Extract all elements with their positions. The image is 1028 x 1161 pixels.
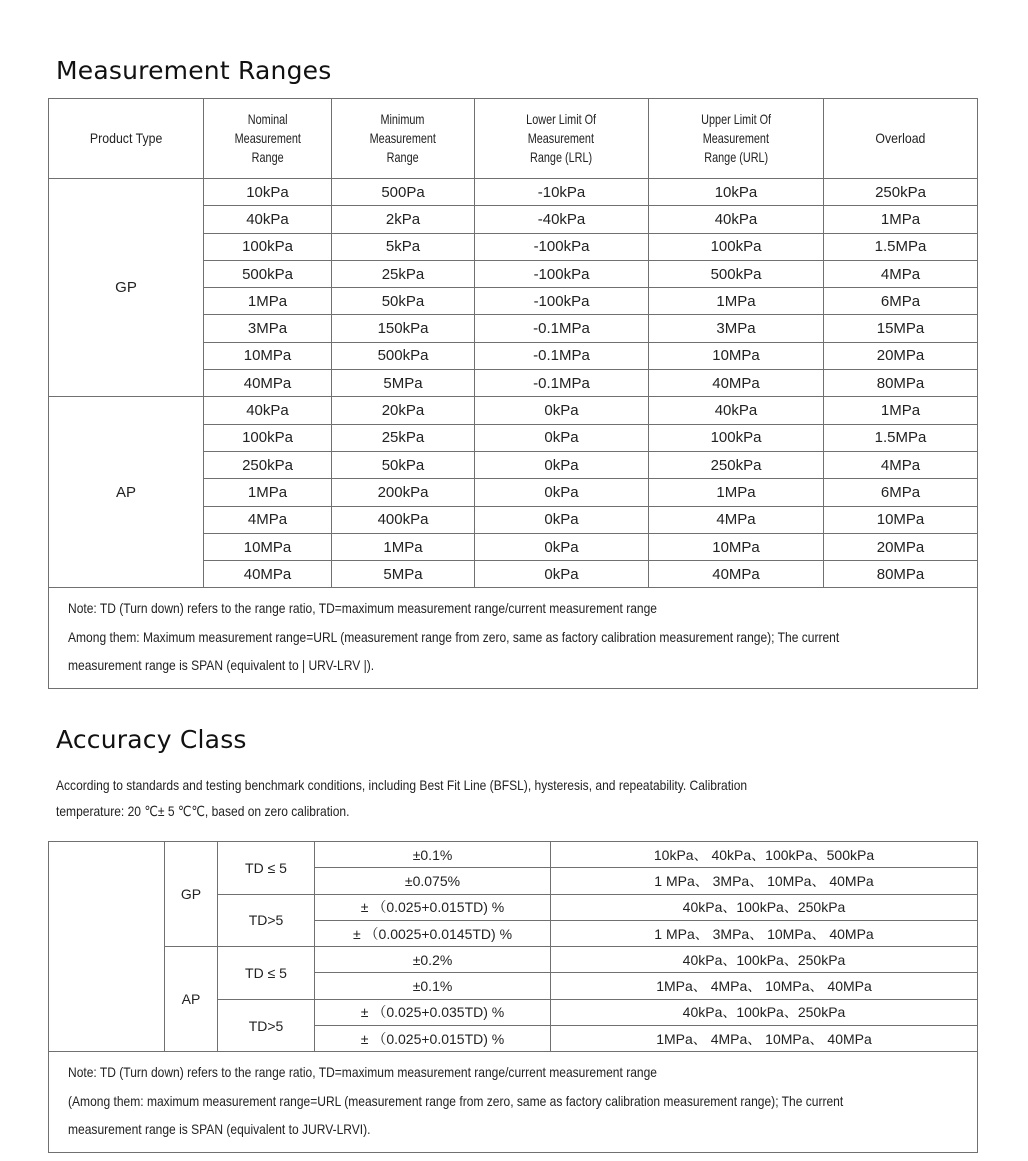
url-cell: 40kPa (649, 206, 824, 233)
url-cell: 1MPa (649, 288, 824, 315)
table-row (49, 179, 978, 206)
overload-cell: 1.5MPa (824, 233, 978, 260)
nominal-range-cell: 4MPa (204, 506, 332, 533)
table-row (49, 947, 978, 973)
header-minimum-range: Minimum Measurement Range (332, 99, 475, 179)
overload-cell: 15MPa (824, 315, 978, 342)
url-cell: 10kPa (649, 179, 824, 206)
url-cell: 10MPa (649, 533, 824, 560)
lrl-cell: 0kPa (475, 506, 649, 533)
nominal-range-cell: 1MPa (204, 479, 332, 506)
product-type-cell: AP (165, 947, 218, 1052)
minimum-range-cell: 2kPa (332, 206, 475, 233)
url-cell: 10MPa (649, 342, 824, 369)
table-row (49, 397, 978, 424)
header-url: Upper Limit Of Measurement Range (URL) (649, 99, 824, 179)
overload-cell: 4MPa (824, 451, 978, 478)
url-cell: 40MPa (649, 370, 824, 397)
overload-cell: 20MPa (824, 533, 978, 560)
accuracy-class-table (48, 841, 978, 1153)
lrl-cell: 0kPa (475, 397, 649, 424)
overload-cell: 4MPa (824, 260, 978, 287)
overload-cell: 1MPa (824, 206, 978, 233)
measurement-ranges-title: Measurement Ranges (56, 56, 332, 85)
minimum-range-cell: 1MPa (332, 533, 475, 560)
url-cell: 40kPa (649, 397, 824, 424)
overload-cell: 80MPa (824, 561, 978, 588)
overload-cell: 250kPa (824, 179, 978, 206)
minimum-range-cell: 500Pa (332, 179, 475, 206)
header-row (49, 99, 978, 179)
intro-line: According to standards and testing benchmark conditions, including Best Fit Line (BFSL), hysteresis, and repeatability. Calibration (56, 777, 748, 793)
accuracy-value-cell: ± （0.025+0.015TD) % (315, 894, 551, 920)
product-type-cell: GP (165, 842, 218, 947)
nominal-range-cell: 40MPa (204, 370, 332, 397)
empty-label-cell (49, 842, 165, 1052)
note-line: Note: TD (Turn down) refers to the range ratio, TD=maximum measurement range/current measurement range (68, 600, 657, 617)
nominal-range-cell: 40kPa (204, 206, 332, 233)
header-product-type: Product Type (49, 99, 204, 179)
applicable-ranges-cell: 1MPa、 4MPa、 10MPa、 40MPa (551, 1026, 978, 1052)
lrl-cell: -40kPa (475, 206, 649, 233)
accuracy-value-cell: ±0.1% (315, 842, 551, 868)
minimum-range-cell: 500kPa (332, 342, 475, 369)
applicable-ranges-cell: 40kPa、100kPa、250kPa (551, 947, 978, 973)
td-condition-cell: TD ≤ 5 (218, 842, 315, 895)
accuracy-intro (56, 772, 860, 824)
accuracy-note (49, 1052, 978, 1153)
minimum-range-cell: 25kPa (332, 260, 475, 287)
nominal-range-cell: 3MPa (204, 315, 332, 342)
url-cell: 3MPa (649, 315, 824, 342)
note-line: measurement range is SPAN (equivalent to JURV-LRVI). (68, 1121, 371, 1138)
minimum-range-cell: 400kPa (332, 506, 475, 533)
nominal-range-cell: 10kPa (204, 179, 332, 206)
lrl-cell: -100kPa (475, 288, 649, 315)
note-line: Note: TD (Turn down) refers to the range ratio, TD=maximum measurement range/current measurement range (68, 1064, 657, 1081)
lrl-cell: -10kPa (475, 179, 649, 206)
intro-line: temperature: 20 ℃± 5 ℃℃, based on zero calibration. (56, 803, 350, 819)
note-line: Among them: Maximum measurement range=URL (measurement range from zero, same as factory calibration measurement range); The current (68, 628, 840, 645)
overload-cell: 6MPa (824, 479, 978, 506)
url-cell: 100kPa (649, 424, 824, 451)
overload-cell: 1MPa (824, 397, 978, 424)
minimum-range-cell: 150kPa (332, 315, 475, 342)
measurement-ranges-table (48, 98, 978, 689)
measurement-note (49, 588, 978, 689)
applicable-ranges-cell: 1 MPa、 3MPa、 10MPa、 40MPa (551, 868, 978, 894)
accuracy-value-cell: ± （0.025+0.035TD) % (315, 999, 551, 1025)
nominal-range-cell: 500kPa (204, 260, 332, 287)
nominal-range-cell: 100kPa (204, 424, 332, 451)
product-type-cell: AP (49, 397, 204, 588)
overload-cell: 6MPa (824, 288, 978, 315)
note-line: (Among them: maximum measurement range=URL (measurement range from zero, same as factory calibration measurement range); The current (68, 1092, 844, 1109)
table-row (49, 842, 978, 868)
nominal-range-cell: 250kPa (204, 451, 332, 478)
lrl-cell: -0.1MPa (475, 370, 649, 397)
minimum-range-cell: 200kPa (332, 479, 475, 506)
accuracy-value-cell: ±0.1% (315, 973, 551, 999)
header-nominal-range: Nominal Measurement Range (204, 99, 332, 179)
applicable-ranges-cell: 1MPa、 4MPa、 10MPa、 40MPa (551, 973, 978, 999)
note-row (49, 588, 978, 689)
minimum-range-cell: 25kPa (332, 424, 475, 451)
url-cell: 1MPa (649, 479, 824, 506)
minimum-range-cell: 5MPa (332, 561, 475, 588)
overload-cell: 20MPa (824, 342, 978, 369)
lrl-cell: -0.1MPa (475, 315, 649, 342)
lrl-cell: 0kPa (475, 561, 649, 588)
applicable-ranges-cell: 40kPa、100kPa、250kPa (551, 894, 978, 920)
nominal-range-cell: 10MPa (204, 342, 332, 369)
nominal-range-cell: 40MPa (204, 561, 332, 588)
note-line: measurement range is SPAN (equivalent to | URV-LRV |). (68, 657, 375, 674)
lrl-cell: 0kPa (475, 533, 649, 560)
lrl-cell: 0kPa (475, 451, 649, 478)
url-cell: 4MPa (649, 506, 824, 533)
overload-cell: 80MPa (824, 370, 978, 397)
overload-cell: 1.5MPa (824, 424, 978, 451)
overload-cell: 10MPa (824, 506, 978, 533)
header-lrl: Lower Limit Of Measurement Range (LRL) (475, 99, 649, 179)
applicable-ranges-cell: 40kPa、100kPa、250kPa (551, 999, 978, 1025)
td-condition-cell: TD ≤ 5 (218, 947, 315, 1000)
td-condition-cell: TD>5 (218, 999, 315, 1052)
minimum-range-cell: 50kPa (332, 288, 475, 315)
minimum-range-cell: 5kPa (332, 233, 475, 260)
product-type-cell: GP (49, 179, 204, 397)
url-cell: 500kPa (649, 260, 824, 287)
url-cell: 100kPa (649, 233, 824, 260)
minimum-range-cell: 50kPa (332, 451, 475, 478)
accuracy-value-cell: ± （0.025+0.015TD) % (315, 1026, 551, 1052)
header-overload: Overload (824, 99, 978, 179)
td-condition-cell: TD>5 (218, 894, 315, 947)
nominal-range-cell: 1MPa (204, 288, 332, 315)
accuracy-value-cell: ± （0.0025+0.0145TD) % (315, 920, 551, 946)
url-cell: 40MPa (649, 561, 824, 588)
minimum-range-cell: 5MPa (332, 370, 475, 397)
note-row (49, 1052, 978, 1153)
accuracy-value-cell: ±0.2% (315, 947, 551, 973)
minimum-range-cell: 20kPa (332, 397, 475, 424)
lrl-cell: -100kPa (475, 233, 649, 260)
nominal-range-cell: 40kPa (204, 397, 332, 424)
lrl-cell: 0kPa (475, 424, 649, 451)
url-cell: 250kPa (649, 451, 824, 478)
applicable-ranges-cell: 10kPa、 40kPa、100kPa、500kPa (551, 842, 978, 868)
accuracy-value-cell: ±0.075% (315, 868, 551, 894)
applicable-ranges-cell: 1 MPa、 3MPa、 10MPa、 40MPa (551, 920, 978, 946)
accuracy-class-title: Accuracy Class (56, 725, 247, 754)
lrl-cell: 0kPa (475, 479, 649, 506)
nominal-range-cell: 100kPa (204, 233, 332, 260)
nominal-range-cell: 10MPa (204, 533, 332, 560)
lrl-cell: -0.1MPa (475, 342, 649, 369)
lrl-cell: -100kPa (475, 260, 649, 287)
